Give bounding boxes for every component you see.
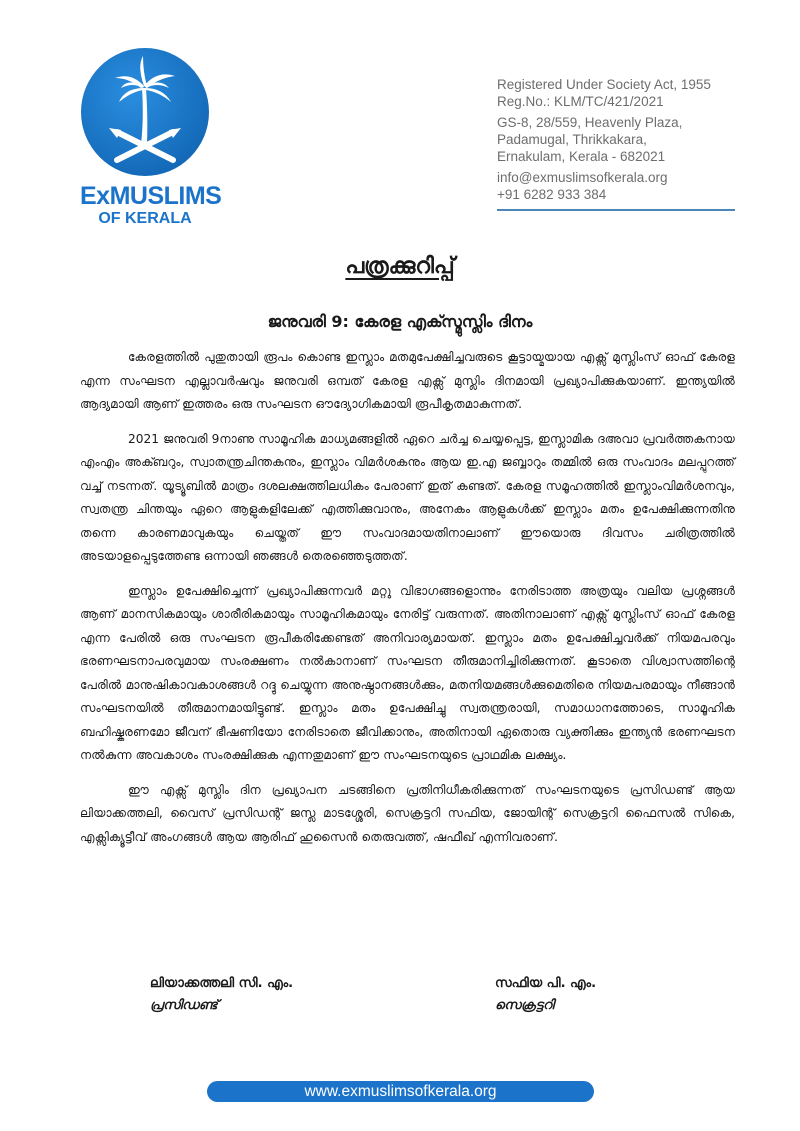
signatory-name: സഫിയ പി. എം. (495, 976, 597, 991)
paragraph: ഇസ്ലാം ഉപേക്ഷിച്ചെന്ന് പ്രഖ്യാപിക്കുന്നവർ മറ്റു വിഭാഗങ്ങളൊന്നും നേരിടാത്ത അത്രയും വലിയ പ്രശ്നങ്ങൾ ആണ് മാനസികമായും ശാരീരികമായും സാമൂഹികമായും നേരിട്ട് വരുന്നത്. അതിനാലാണ് എക്സ് മുസ്ലിംസ് ഓഫ് കേരള എന്ന പേരിൽ ഒരു സംഘടന രൂപീകരിക്കേണ്ടത് അനിവാര്യമായത്. ഇസ്ലാം മതം ഉപേക്ഷിച്ചവർക്ക് നിയമപരവും ഭരണഘടനാപരവുമായ സംരക്ഷണം നൽകാനാണ് സംഘടന തീരുമാനിച്ചിരിക്കുന്നത്. കൂടാതെ വിശ്വാസത്തിന്റെ പേരിൽ മാനുഷികാവകാശങ്ങൾ റദ്ദു ചെയ്യുന്ന അനുഷ്ഠാനങ്ങൾക്കും, മതനിയമങ്ങൾക്കുമെതിരെ നിയമപരമായും നീങ്ങാൻ സംഘടനയിൽ തീരുമാനമായിട്ടുണ്ട്. ഇസ്ലാം മതം ഉപേക്ഷിച്ചു സ്വതന്ത്രരായി, സമാധാനത്തോടെ, സാമൂഹിക ബഹിഷ്കരണമോ ജീവന് ഭീഷണിയോ നേരിടാതെ ജീവിക്കാനും, അതിനായി ഏതൊരു വ്യക്തിക്കും ഇന്ത്യൻ ഭരണഘടന നൽകുന്ന അവകാശം സംരക്ഷിക്കുക എന്നതുമാണ് ഈ സംഘടനയുടെ പ്രാഥമിക ലക്ഷ്യം. (80, 583, 735, 762)
website-link[interactable]: www.exmuslimsofkerala.org (207, 1081, 594, 1102)
signature-president (150, 973, 293, 1017)
paragraph: 2021 ജനുവരി 9നാണു സാമൂഹിക മാധ്യമങ്ങളിൽ ഏറെ ചർച്ച ചെയ്യപ്പെട്ട, ഇസ്ലാമിക ദഅവാ പ്രവർത്തകനായ എംഎം അക്ബറും, സ്വാതന്ത്രചിന്തകനും, ഇസ്ലാം വിമർശകനും ആയ ഇ.എ ജബ്ബാറും തമ്മിൽ ഒരു സംവാദം മലപ്പുറത്ത് വച്ച് നടന്നത്. യൂട്യൂബിൽ മാത്രം ദശലക്ഷത്തിലധികം പേരാണ് ഇത് കണ്ടത്. കേരള സമൂഹത്തിൽ ഇസ്ലാംവിമർശനവും, സ്വതന്ത്ര ചിന്തയും ഏറെ ആളുകളിലേക്ക് എത്തിക്കുവാനും, അനേകം ആളുകൾക്ക് ഇസ്ലാം മതം ഉപേക്ഷിക്കുന്നതിനു തന്നെ കാരണമാവുകയും ചെയ്തത് ഈ സംവാദമായതിനാലാണ് ഈയൊരു ദിവസം ചരിത്രത്തിൽ അടയാളപ്പെടുത്തേണ്ട ഒന്നായി ഞങ്ങൾ തെരഞ്ഞെടുത്തത്. (80, 431, 735, 563)
email-text: info@exmuslimsofkerala.org (497, 170, 668, 185)
registration-text: Registered Under Society Act, 1955 (497, 77, 711, 92)
signatory-name: ലിയാക്കത്തലി സി. എം. (150, 976, 294, 991)
signatory-role: സെക്രട്ടറി (495, 998, 554, 1013)
palm-tree-crossed-pens-icon (81, 48, 209, 176)
logo-text-line1: ExMUSLIMS (80, 182, 222, 210)
page-subtitle: ജനുവരി 9: കേരള എക്സ്മുസ്ലിം ദിനം (267, 312, 533, 331)
press-release-body (80, 346, 735, 860)
organization-logo (80, 48, 222, 227)
contact-block (497, 76, 737, 211)
phone-text: +91 6282 933 384 (497, 187, 607, 202)
signatory-role: പ്രസിഡണ്ട് (150, 998, 218, 1013)
address-line: Ernakulam, Kerala - 682021 (497, 149, 666, 164)
paragraph: ഈ എക്സ് മുസ്ലിം ദിന പ്രഖ്യാപന ചടങ്ങിനെ പ്രതിനിധീകരിക്കുന്നത് സംഘടനയുടെ പ്രസിഡണ്ട് ആയ ലിയാക്കത്തലി, വൈസ് പ്രസിഡന്റ് ജസ്ല മാടശ്ശേരി, സെക്രട്ടറി സഫിയ, ജോയിന്റ് സെക്രട്ടറി ഫൈസൽ സികെ, എക്സിക്യൂട്ടീവ് അംഗങ്ങൾ ആയ ആരിഫ് ഹുസൈൻ തെരുവത്ത്, ഷഫീഖ് എന്നിവരാണ്. (80, 782, 735, 844)
registration-number: Reg.No.: KLM/TC/421/2021 (497, 94, 664, 109)
signature-secretary (495, 973, 596, 1017)
address-line: Padamugal, Thrikkakara, (497, 132, 647, 147)
page-title-text: പത്രക്കുറിപ്പ് (345, 254, 455, 279)
logo-text-line2: OF KERALA (98, 210, 192, 227)
header-divider (497, 209, 735, 211)
page-title (0, 254, 800, 279)
address-line: GS-8, 28/559, Heavenly Plaza, (497, 115, 683, 130)
paragraph: കേരളത്തിൽ പുതുതായി രൂപം കൊണ്ട ഇസ്ലാം മതമുപേക്ഷിച്ചവരുടെ കൂട്ടായ്മയായ എക്സ് മുസ്ലിംസ് ഓഫ് കേരള എന്ന സംഘടന എല്ലാവർഷവും ജനുവരി ഒമ്പത് കേരള എക്സ് മുസ്ലിം ദിനമായി പ്രഖ്യാപിക്കുകയാണ്. ഇന്ത്യയിൽ ആദ്യമായി ആണ് ഇത്തരം ഒരു സംഘടന ഔദ്യോഗികമായി രൂപീകൃതമാകുന്നത്. (80, 350, 735, 411)
